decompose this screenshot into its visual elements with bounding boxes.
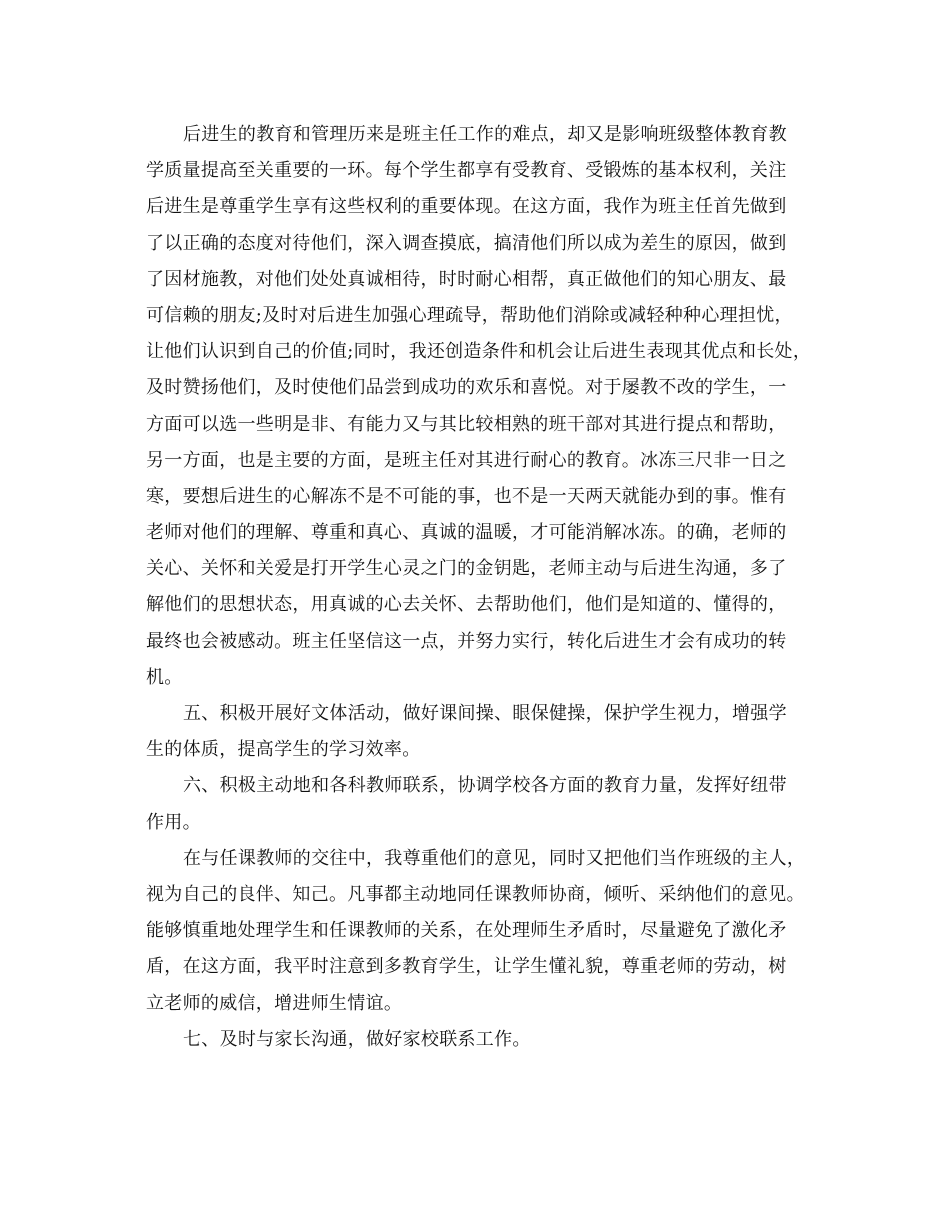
paragraph-line: 解他们的思想状态，用真诚的心去关怀、去帮助他们，他们是知道的、懂得的，: [146, 594, 787, 616]
paragraph-line: 视为自己的良伴、知己。凡事都主动地同任课教师协商，倾听、采纳他们的意见。: [146, 883, 805, 905]
paragraph-line: 盾，在这方面，我平时注意到多教育学生，让学生懂礼貌，尊重老师的劳动，树: [146, 956, 787, 978]
paragraph-line: 及时赞扬他们，及时使他们品尝到成功的欢乐和喜悦。对于屡教不改的学生，一: [146, 377, 787, 399]
paragraph-line: 生的体质，提高学生的学习效率。: [146, 739, 421, 761]
document-body: [146, 117, 818, 1058]
paragraph-line: 了因材施教，对他们处处真诚相待，时时耐心相帮，真正做他们的知心朋友、最: [146, 268, 787, 290]
paragraph-line: 寒，要想后进生的心解冻不是不可能的事，也不是一天两天就能办到的事。惟有: [146, 485, 787, 507]
paragraph-line: 了以正确的态度对待他们，深入调查摸底，搞清他们所以成为差生的原因，做到: [146, 232, 787, 254]
paragraph-line: 让他们认识到自己的价值;同时，我还创造条件和机会让后进生表现其优点和长处，: [146, 341, 812, 363]
section-heading-six: 六、积极主动地和各科教师联系，协调学校各方面的教育力量，发挥好纽带: [183, 775, 787, 797]
paragraph-line: 学质量提高至关重要的一环。每个学生都享有受教育、受锻炼的基本权利，关注: [146, 160, 787, 182]
paragraph-line: 在与任课教师的交往中，我尊重他们的意见，同时又把他们当作班级的主人，: [183, 847, 806, 869]
paragraph-line: 老师对他们的理解、尊重和真心、真诚的温暖，才可能消解冰冻。的确，老师的: [146, 522, 787, 544]
paragraph-line: 方面可以选一些明是非、有能力又与其比较相熟的班干部对其进行提点和帮助，: [146, 413, 787, 435]
paragraph-line: 能够慎重地处理学生和任课教师的关系，在处理师生矛盾时，尽量避免了激化矛: [146, 920, 787, 942]
paragraph-line: 机。: [146, 666, 183, 688]
paragraph-line: 后进生的教育和管理历来是班主任工作的难点，却又是影响班级整体教育教: [183, 124, 787, 145]
section-heading-seven: 七、及时与家长沟通，做好家校联系工作。: [183, 1028, 531, 1050]
paragraph-line: 关心、关怀和关爱是打开学生心灵之门的金钥匙，老师主动与后进生沟通，多了: [146, 558, 787, 580]
paragraph-line: 可信赖的朋友;及时对后进生加强心理疏导，帮助他们消除或减轻种种心理担忧，: [146, 304, 793, 326]
paragraph-line: 后进生是尊重学生享有这些权利的重要体现。在这方面，我作为班主任首先做到: [146, 196, 787, 218]
section-heading-five: 五、积极开展好文体活动，做好课间操、眼保健操，保护学生视力，增强学: [183, 703, 787, 724]
paragraph-line: 最终也会被感动。班主任坚信这一点，并努力实行，转化后进生才会有成功的转: [146, 630, 787, 652]
paragraph-line: 立老师的威信，增进师生情谊。: [146, 992, 403, 1014]
paragraph-line: 作用。: [146, 811, 201, 833]
paragraph-line: 另一方面，也是主要的方面，是班主任对其进行耐心的教育。冰冻三尺非一日之: [146, 449, 787, 471]
